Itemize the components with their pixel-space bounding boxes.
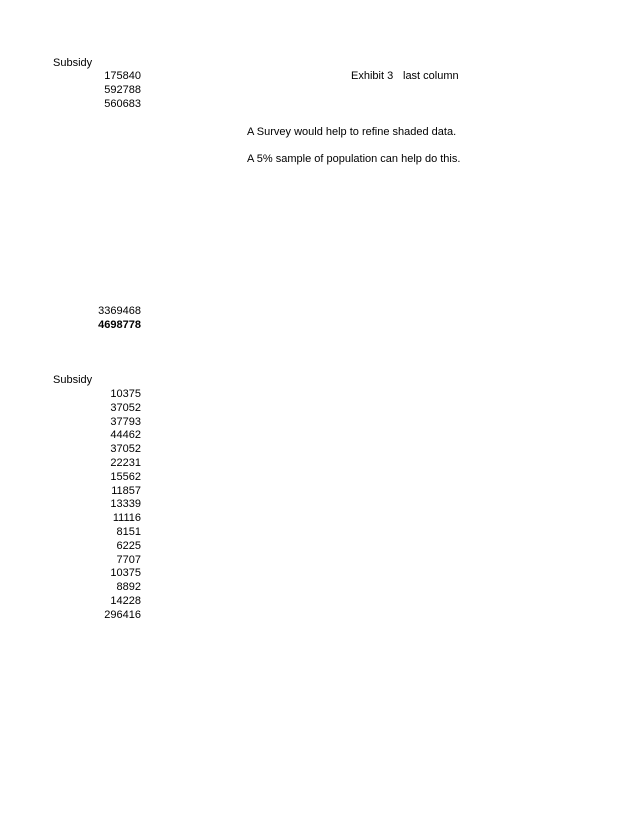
section2-value: 8892 (116, 581, 141, 593)
section2-value: 22231 (110, 457, 141, 469)
exhibit-note: last column (403, 70, 459, 82)
note-line: A 5% sample of population can help do this. (247, 153, 461, 165)
section2-value: 8151 (116, 526, 141, 538)
section2-value: 10375 (110, 567, 141, 579)
total-value: 3369468 (98, 305, 141, 317)
section1-header: Subsidy (53, 57, 93, 69)
section2-value: 37052 (110, 402, 141, 414)
note-line: A Survey would help to refine shaded data. (247, 126, 457, 138)
section2-value: 11116 (112, 512, 141, 524)
section2-value: 11857 (111, 485, 141, 497)
section2-value: 13339 (110, 498, 141, 510)
section2-value: 6225 (116, 540, 141, 552)
section2-value: 44462 (110, 429, 141, 441)
section2-value: 37052 (110, 443, 141, 455)
section2-header: Subsidy (53, 374, 93, 386)
section2-value: 7707 (116, 554, 141, 566)
total-value-bold: 4698778 (98, 319, 141, 331)
section2-value: 37793 (110, 416, 141, 428)
section1-value: 560683 (104, 98, 141, 110)
section2-value: 14228 (110, 595, 141, 607)
section1-value: 592788 (104, 84, 141, 96)
section2-value: 10375 (110, 388, 141, 400)
section1-value: 175840 (104, 70, 141, 82)
exhibit-label: Exhibit 3 (351, 70, 394, 82)
section2-total: 296416 (104, 609, 141, 621)
section2-value: 15562 (110, 471, 141, 483)
